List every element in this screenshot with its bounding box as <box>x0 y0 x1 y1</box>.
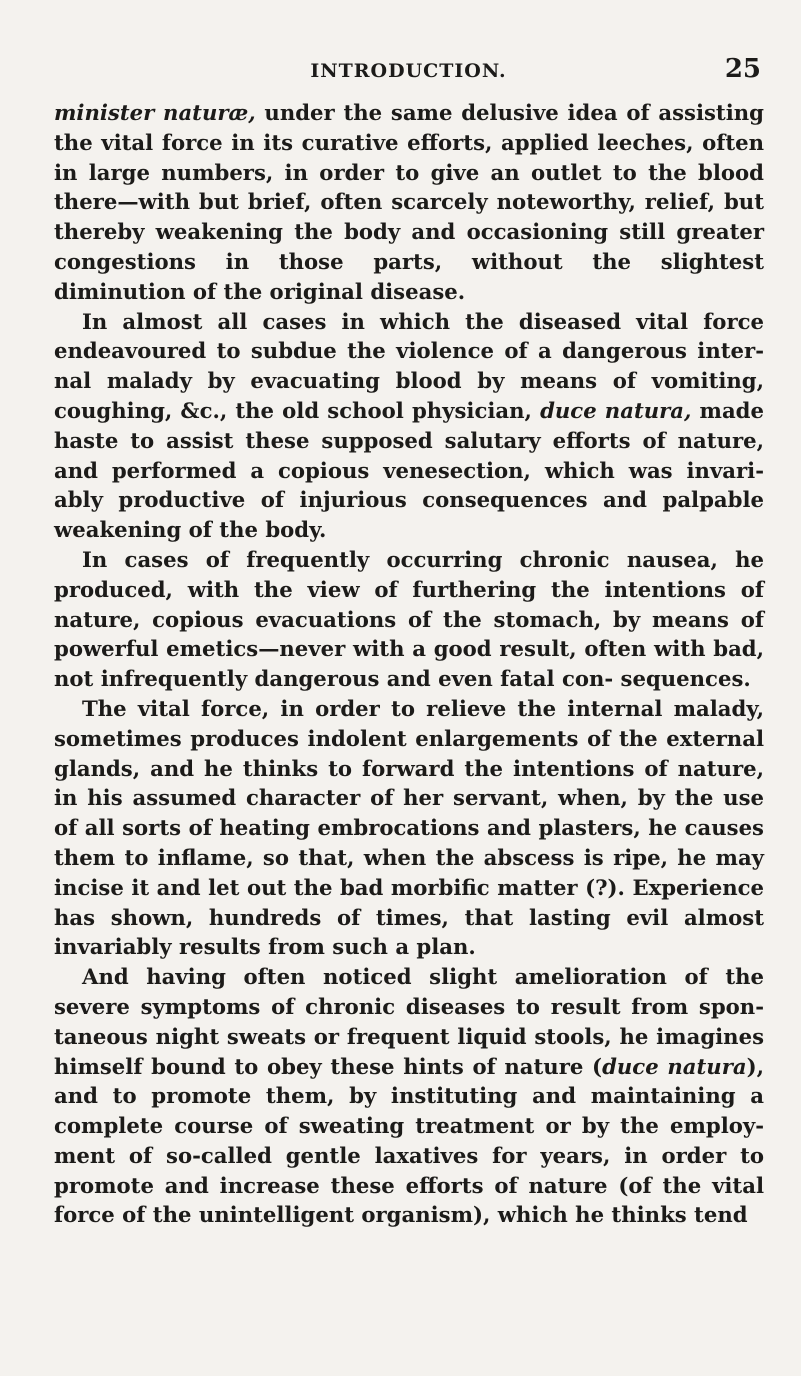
paragraph <box>54 307 764 545</box>
text-segment: The vital force, in order to relieve the internal malady, sometimes produces indolent enlargements of the external glands, and he thinks to forward the intentions of nature, in his assumed character of her servant, when, by the use of all sorts of heating embrocations and plasters, he causes them to inflame, so that, when the abscess is ripe, he may incise it and let out the bad morbific matter (?). Experience has shown, hundreds of times, that lasting evil almost invariably results from such a plan. <box>54 695 764 960</box>
text-segment: made haste to assist these supposed salutary efforts of nature, and performed a copious venesection, which was invari- ably productive of injurious consequences and palpable weakening of the body. <box>54 397 764 543</box>
paragraph <box>54 962 764 1230</box>
paragraph <box>54 694 764 962</box>
paragraph <box>54 545 764 694</box>
text-segment: under the same delusive idea of assisting the vital force in its curative efforts, applied leeches, often in large numbers, in order to give an outlet to the blood there—with but brief, often scarcely noteworthy, relief, but thereby weakening the body and occasioning still greater congestions in those parts, without the slightest diminution of the original disease. <box>54 100 764 304</box>
text-segment: duce natura, <box>540 397 692 423</box>
running-title: INTRODUCTION. <box>310 60 507 82</box>
text-segment: In almost all cases in which the diseased vital force endeavoured to subdue the violence of a dangerous inter- nal malady by evacuating blood by means of vomiting, coughing, &c., the old school physician, <box>54 308 764 423</box>
text-segment: ), and to promote them, by instituting and maintaining a complete course of sweating treatment or by the employ- ment of so-called gentle laxatives for years, in order to promote and increase these efforts of nature (of the vital force of the unintelligent organism), which he thinks tend <box>54 1053 764 1228</box>
text-segment: duce natura <box>602 1053 747 1079</box>
text-segment: minister naturæ, <box>54 100 256 125</box>
running-head <box>56 54 761 88</box>
paragraph <box>54 98 764 307</box>
text-segment: And having often noticed slight amelioration of the severe symptoms of chronic diseases to result from spon- taneous night sweats or frequent liquid stools, he imagines himself bound to obey these hints of nature ( <box>54 964 764 1079</box>
body-text <box>54 98 764 1230</box>
page-number: 25 <box>724 54 761 84</box>
text-segment: In cases of frequently occurring chronic nausea, he produced, with the view of furthering the intentions of nature, copious evacuations of the stomach, by means of powerful emetics—never with a good result, often with bad, not infrequently dangerous and even fatal con- sequences. <box>54 546 764 692</box>
